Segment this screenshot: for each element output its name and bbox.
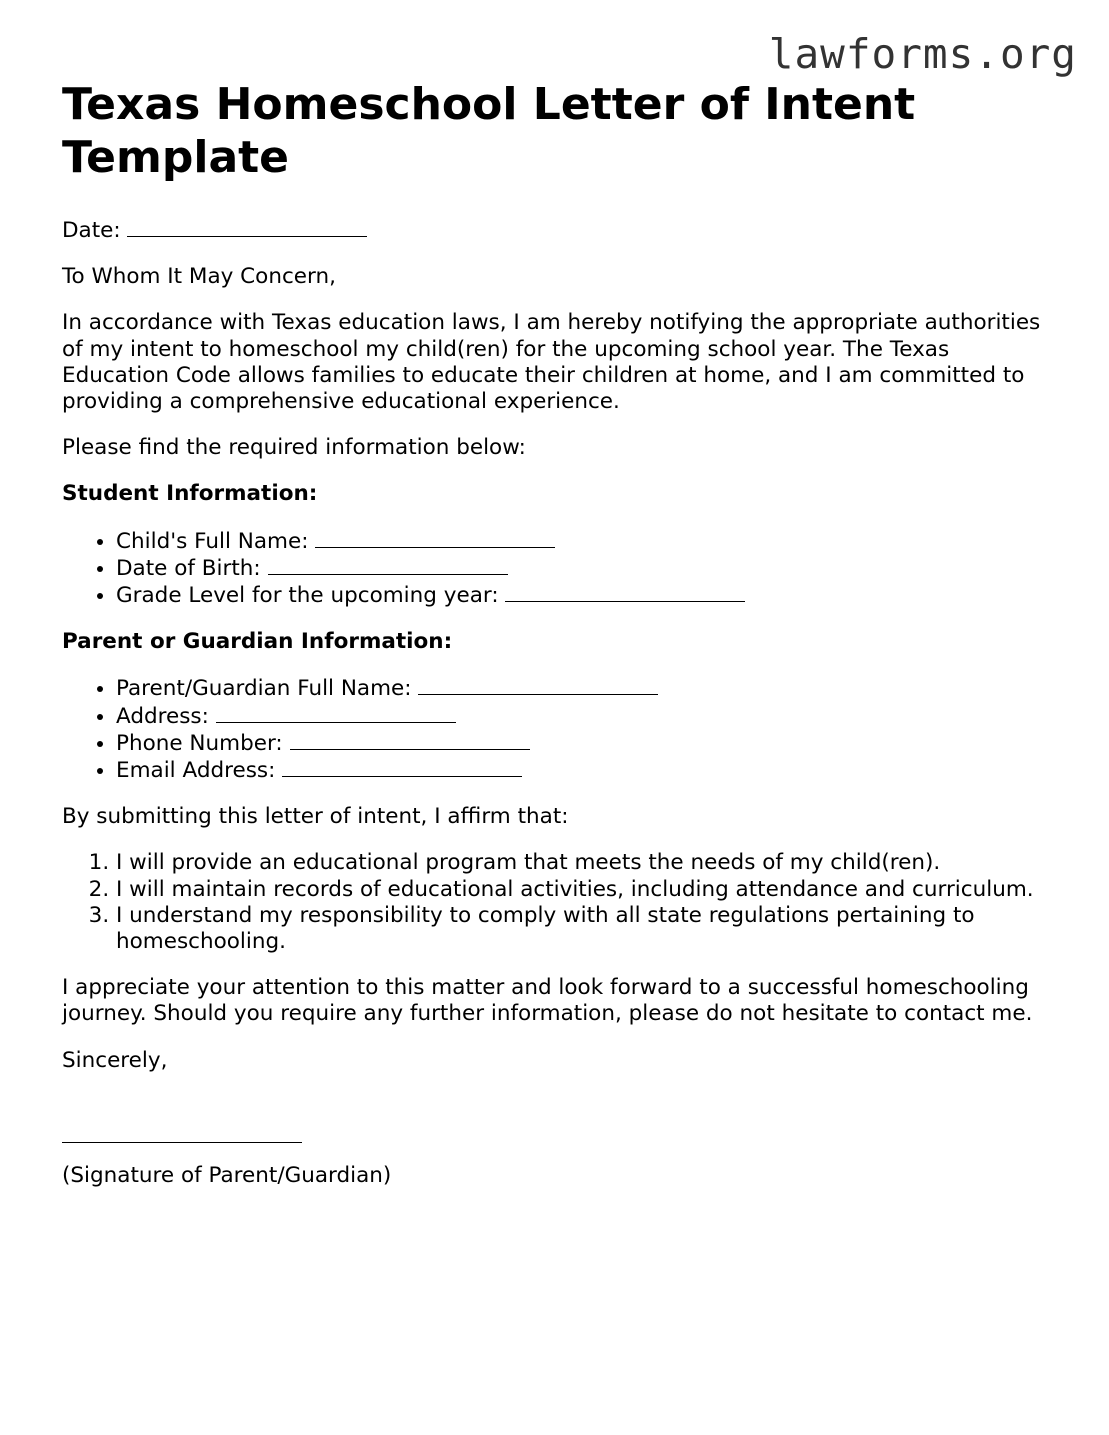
page-title: Texas Homeschool Letter of Intent Template xyxy=(62,79,916,183)
grade-level-blank[interactable] xyxy=(505,582,745,602)
affirmations-list xyxy=(62,850,1062,955)
affirmation-item: 2. I will maintain records of educational activities, including attendance and curriculum. xyxy=(116,877,1062,903)
salutation: To Whom It May Concern, xyxy=(62,264,336,290)
address-label: Address: xyxy=(116,703,209,729)
parent-name-blank[interactable] xyxy=(418,675,658,695)
phone-number-label: Phone Number: xyxy=(116,730,283,756)
phone-number-blank[interactable] xyxy=(290,730,530,750)
grade-level-label: Grade Level for the upcoming year: xyxy=(116,583,499,609)
list-item xyxy=(116,675,1062,702)
list-item xyxy=(116,730,1062,757)
sign-off: Sincerely, xyxy=(62,1047,168,1073)
list-item xyxy=(116,757,1062,784)
letter-document xyxy=(62,78,1062,1209)
signature-blank[interactable] xyxy=(62,1116,302,1143)
intro-paragraph: In accordance with Texas education laws, I am hereby notifying the appropriate authorities of my intent to homeschool my child(ren) for the upcoming school year. The Texas Education Code allows families to educate their children at home, and I am committed to providing a comprehensive educational experience. xyxy=(62,310,1041,415)
date-of-birth-blank[interactable] xyxy=(268,555,508,575)
affirmation-item: 3. I understand my responsibility to comply with all state regulations pertaining to homeschooling. xyxy=(116,903,1062,955)
date-line xyxy=(62,217,1062,244)
date-of-birth-label: Date of Birth: xyxy=(116,555,261,581)
list-item xyxy=(116,528,1062,555)
lawforms-watermark: lawforms.org xyxy=(768,30,1077,78)
parent-fields-list xyxy=(62,675,1062,784)
email-address-blank[interactable] xyxy=(282,757,522,777)
student-fields-list xyxy=(62,528,1062,610)
email-address-label: Email Address: xyxy=(116,758,276,784)
child-name-label: Child's Full Name: xyxy=(116,528,309,554)
instructions: Please find the required information below: xyxy=(62,435,526,461)
date-blank[interactable] xyxy=(127,217,367,237)
address-blank[interactable] xyxy=(216,703,456,723)
date-label: Date: xyxy=(62,218,121,243)
list-item xyxy=(116,555,1062,582)
student-section-heading: Student Information: xyxy=(62,481,318,507)
signature-spacer xyxy=(62,1094,1062,1116)
closing-paragraph: I appreciate your attention to this matter and look forward to a successful homeschooling journey. Should you require any further information, please do not hesitate to contact me. xyxy=(62,975,1033,1027)
list-item xyxy=(116,703,1062,730)
list-item xyxy=(116,582,1062,609)
parent-name-label: Parent/Guardian Full Name: xyxy=(116,676,412,702)
affirm-intro: By submitting this letter of intent, I affirm that: xyxy=(62,804,569,830)
signature-caption: (Signature of Parent/Guardian) xyxy=(62,1162,392,1188)
child-name-blank[interactable] xyxy=(315,528,555,548)
affirmation-item: 1. I will provide an educational program that meets the needs of my child(ren). xyxy=(116,850,1062,876)
parent-section-heading: Parent or Guardian Information: xyxy=(62,629,453,655)
